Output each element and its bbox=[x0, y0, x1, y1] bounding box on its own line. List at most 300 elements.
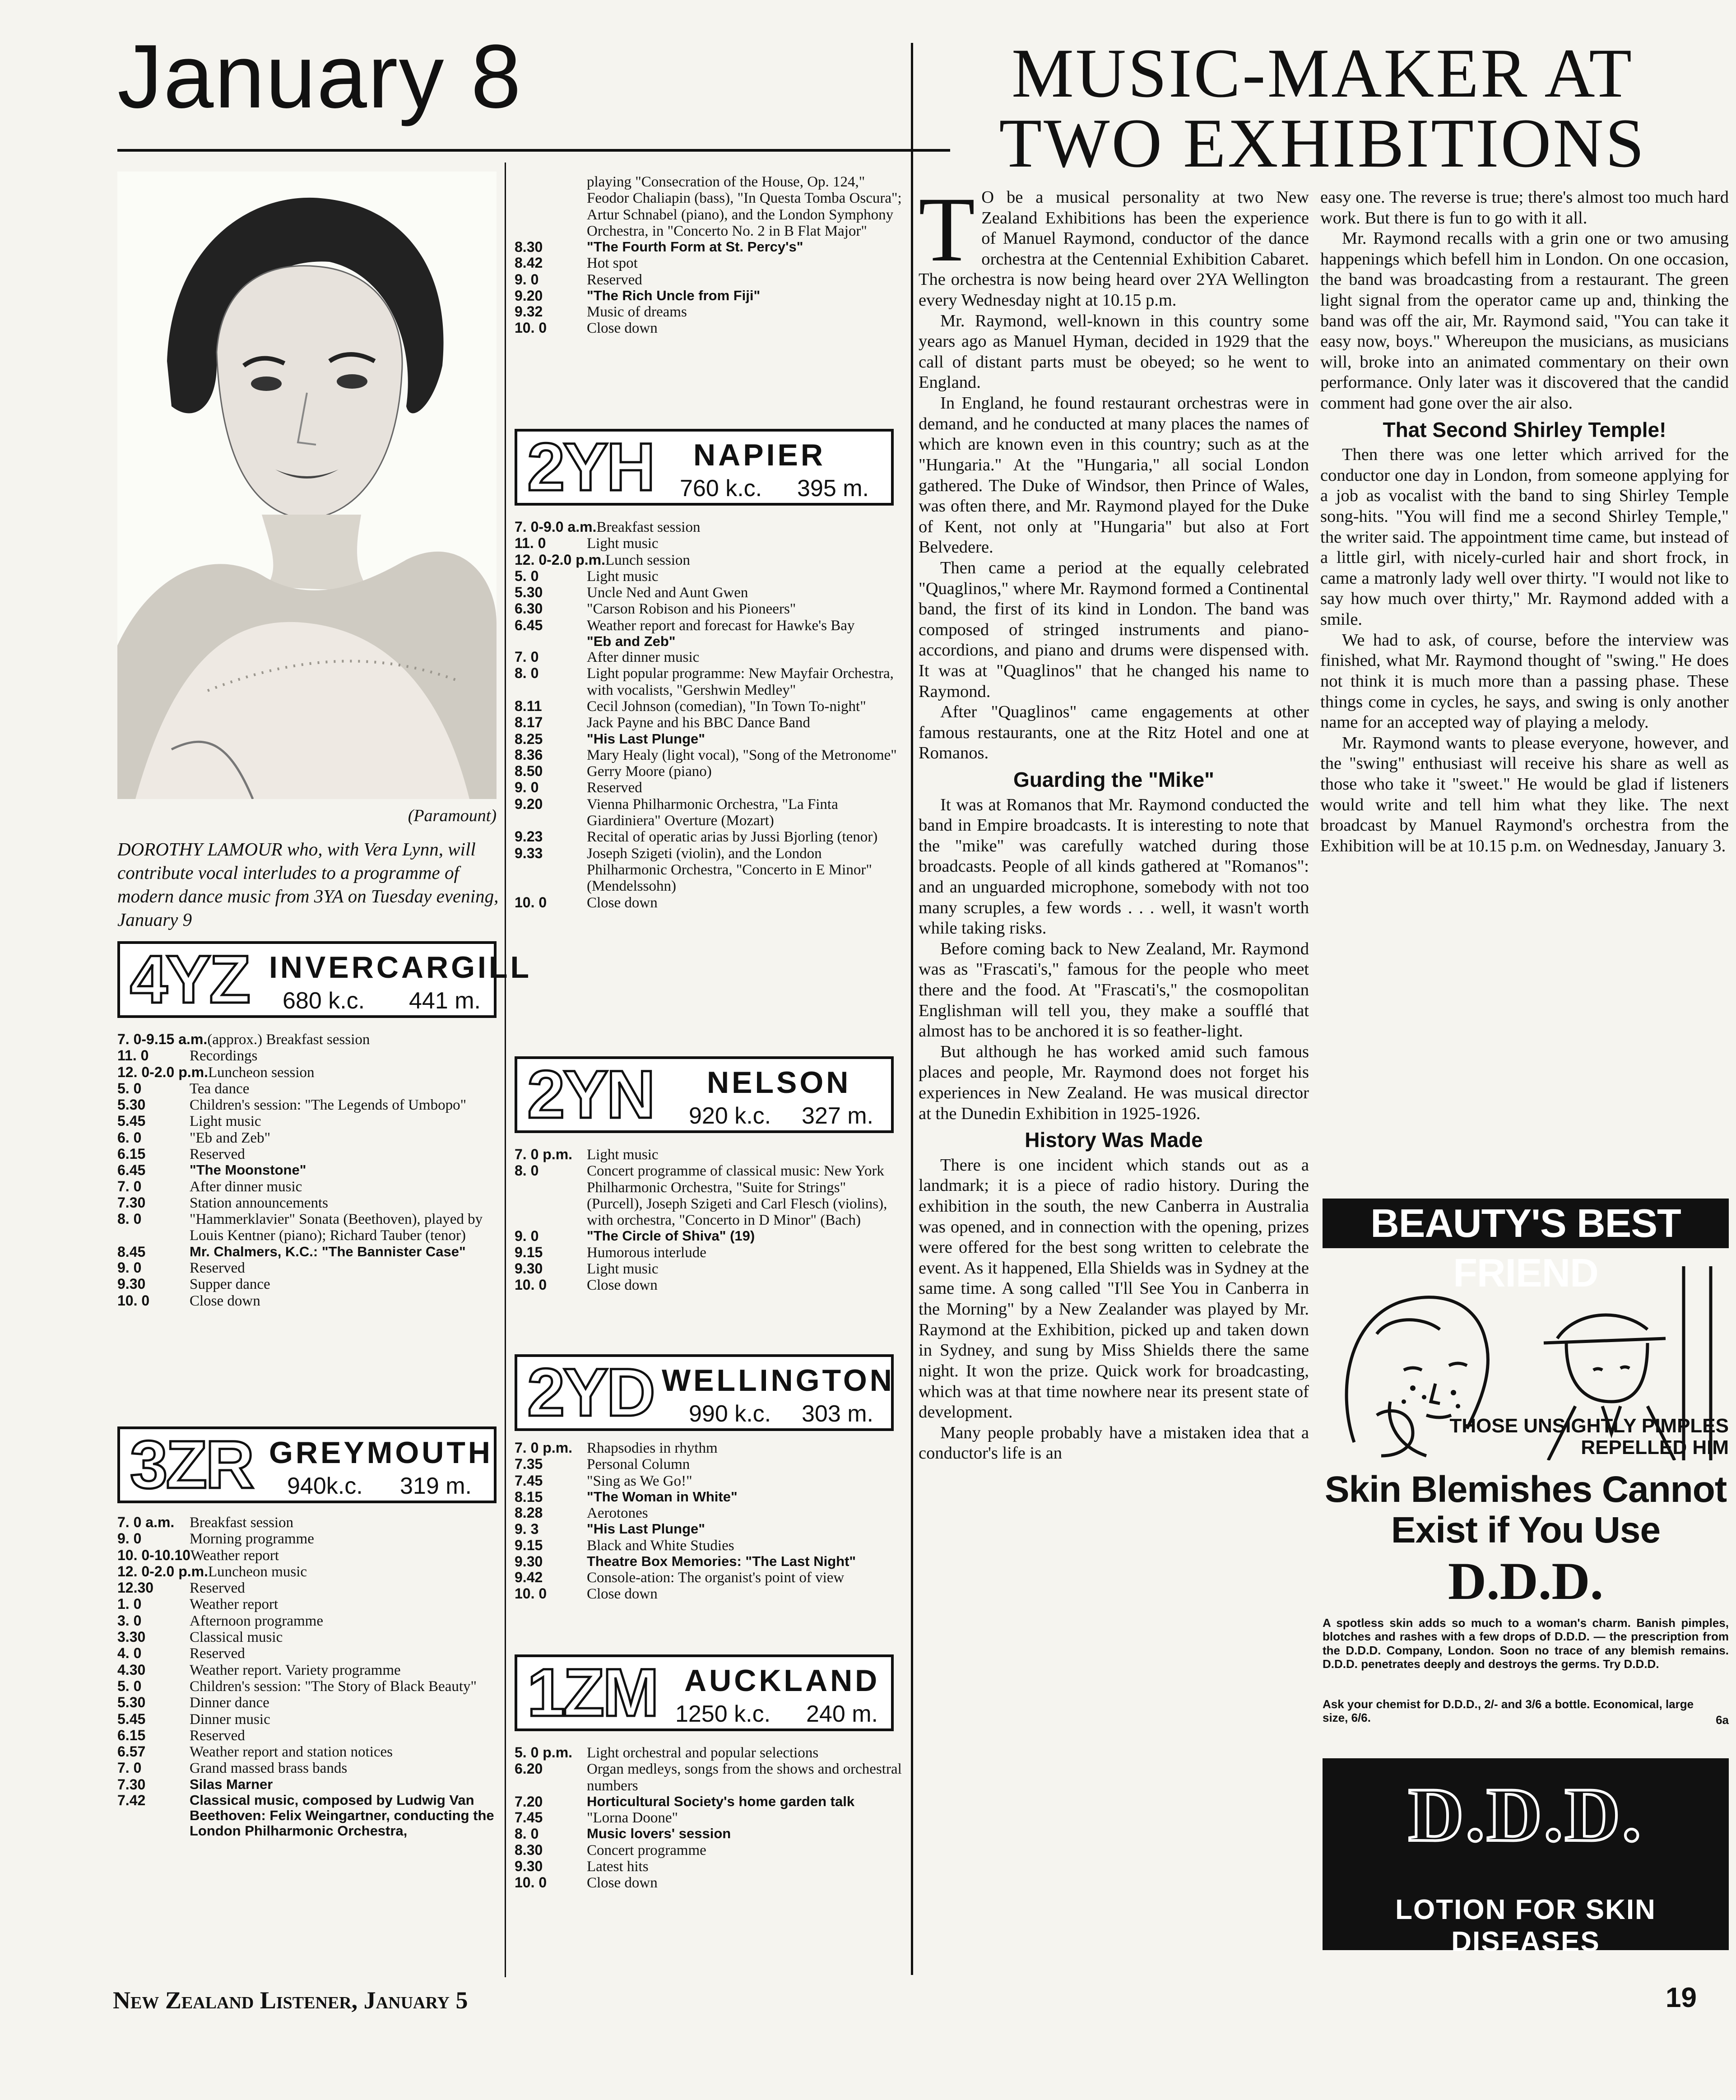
schedule-entry bbox=[515, 1810, 903, 1826]
station-city: WELLINGTON bbox=[662, 1363, 895, 1398]
schedule-time: 12. 0-2.0 p.m. bbox=[117, 1563, 208, 1580]
schedule-entry bbox=[515, 1586, 903, 1602]
schedule-entry bbox=[515, 895, 903, 911]
schedule-entry bbox=[117, 1793, 497, 1839]
schedule-entry bbox=[117, 1031, 497, 1048]
schedule-programme: Tea dance bbox=[190, 1080, 250, 1097]
schedule-time: 9. 0 bbox=[117, 1530, 142, 1547]
schedule-entry bbox=[117, 1146, 497, 1162]
schedule-time: 7.20 bbox=[515, 1793, 543, 1810]
schedule-programme: Console-ation: The organist's point of view bbox=[587, 1570, 845, 1586]
station-box-1zm bbox=[515, 1654, 894, 1731]
schedule-programme: "The Circle of Shiva" (19) bbox=[587, 1228, 755, 1244]
schedule-entry bbox=[117, 1678, 497, 1695]
schedule-programme: Dinner music bbox=[190, 1711, 270, 1728]
article-paragraph: We had to ask, of course, before the interview was finished, what Mr. Raymond thought of "swing." He does not think it is much more than a passing phase. These things come in cycles, he says, and swing is only another name for an accepted way of playing a melody. bbox=[1320, 630, 1729, 732]
schedule-programme: Mary Healy (light vocal), "Song of the Metronome" bbox=[587, 747, 897, 763]
article-paragraph: After "Quaglinos" came engagements at other famous restaurants, one at the Ritz Hotel and one at Romanos. bbox=[919, 702, 1309, 763]
schedule-entry bbox=[117, 1531, 497, 1547]
schedule-time: 5. 0 bbox=[515, 567, 539, 584]
schedule-programme: "The Fourth Form at St. Percy's" bbox=[587, 239, 803, 255]
schedule-time: 6.15 bbox=[117, 1146, 146, 1162]
schedule-time: 10. 0 bbox=[515, 1277, 547, 1293]
column-rule bbox=[505, 163, 506, 1977]
schedule-entry bbox=[515, 304, 903, 320]
schedule-time: 5.30 bbox=[515, 584, 543, 601]
article-paragraph: In England, he found restaurant orchestras were in demand, and he conducted at many places the names of which are known even in this country; such as at the "Hungaria." At the "Hungaria," all social London gathered. The Duke of Windsor, then Prince of Wales, was often there, and Mr. Raymond played for the Duke of Kent, not only at "Hungaria" but also at Fort Belvedere. bbox=[919, 394, 1309, 557]
schedule-programme: Music lovers' session bbox=[587, 1826, 731, 1842]
schedule-time: 10. 0 bbox=[117, 1292, 150, 1309]
schedule-entry bbox=[117, 1662, 497, 1678]
schedule-time: 3. 0 bbox=[117, 1612, 142, 1629]
schedule-time: 8.15 bbox=[515, 1488, 543, 1505]
schedule-programme: Light popular programme: New Mayfair Orchestra, with vocalists, "Gershwin Medley" bbox=[587, 665, 894, 698]
schedule-entry bbox=[515, 649, 903, 665]
station-frequency: 940k.c. bbox=[287, 1473, 363, 1499]
article-paragraph: Many people probably have a mistaken idea that a conductor's life is an bbox=[919, 1423, 1309, 1463]
page-number: 19 bbox=[1666, 1982, 1697, 2013]
schedule-programme: Reserved bbox=[190, 1727, 245, 1744]
footer-publication: New Zealand Listener, January 5 bbox=[113, 1987, 468, 2014]
schedule-programme: Reserved bbox=[587, 271, 642, 288]
schedule-programme: "The Woman in White" bbox=[587, 1488, 738, 1505]
schedule-entry bbox=[117, 1244, 497, 1260]
article-paragraph: But although he has worked amid such famous places and people, Mr. Raymond does not forget his experiences in New Zealand. He was musical director at the Dunedin Exhibition in 1925-1926. bbox=[919, 1042, 1309, 1123]
schedule-time: 10. 0-10.10 bbox=[117, 1547, 190, 1563]
station-call-sign: 4YZ bbox=[130, 941, 249, 1017]
schedule-entry bbox=[515, 829, 903, 845]
schedule-programme: Weather report bbox=[190, 1596, 279, 1613]
schedule-time: 6.20 bbox=[515, 1761, 543, 1777]
ad-body: A spotless skin adds so much to a woman's charm. Banish pimples, blotches and rashes with a few drops of D.D.D. — the prescription from the D.D.D. Company, London. Soon no trace of any blemish remains. D.D.D. penetrates deeply and destroys the germs. Try D.D.D. bbox=[1323, 1616, 1729, 1671]
schedule-entry bbox=[515, 1858, 903, 1875]
station-call-sign: 2YD bbox=[527, 1354, 654, 1430]
schedule-entry bbox=[117, 1760, 497, 1776]
schedule-entry bbox=[117, 1260, 497, 1276]
schedule-programme: Mr. Chalmers, K.C.: "The Bannister Case" bbox=[190, 1243, 466, 1259]
article-title-line-1: MUSIC-MAKER AT bbox=[1012, 34, 1634, 112]
schedule-entry bbox=[117, 1081, 497, 1097]
schedule-entry bbox=[515, 1489, 903, 1505]
ad-headline-2-line-1: Skin Blemishes Cannot bbox=[1324, 1469, 1727, 1510]
schedule-programme: Gerry Moore (piano) bbox=[587, 763, 712, 780]
schedule-programme: Latest hits bbox=[587, 1858, 649, 1875]
schedule-programme: Supper dance bbox=[190, 1276, 270, 1293]
schedule-time: 8.30 bbox=[515, 1841, 543, 1858]
ad-headline: BEAUTY'S BEST FRIEND bbox=[1323, 1199, 1729, 1248]
schedule-time: 9.23 bbox=[515, 828, 543, 845]
schedule-programme: Joseph Szigeti (violin), and the London Philharmonic Orchestra, "Concerto in E Minor" (Mendelssohn) bbox=[587, 845, 872, 895]
schedule-entry bbox=[515, 715, 903, 731]
schedule-2yh bbox=[515, 519, 903, 911]
schedule-programme: Reserved bbox=[190, 1259, 245, 1276]
schedule-entry bbox=[515, 1875, 903, 1891]
schedule-programme: Organ medleys, songs from the shows and orchestral numbers bbox=[587, 1761, 902, 1794]
schedule-entry bbox=[515, 796, 903, 829]
schedule-entry bbox=[117, 1711, 497, 1728]
schedule-time: 8.36 bbox=[515, 746, 543, 763]
schedule-programme: After dinner music bbox=[587, 649, 700, 666]
portrait-photo bbox=[117, 172, 497, 799]
schedule-entry bbox=[117, 1211, 497, 1244]
schedule-entry bbox=[117, 1097, 497, 1113]
ad-headline-2-line-2: Exist if You Use bbox=[1391, 1510, 1661, 1551]
schedule-entry bbox=[515, 747, 903, 763]
schedule-time: 1. 0 bbox=[117, 1596, 142, 1612]
schedule-2yn bbox=[515, 1147, 903, 1294]
schedule-entry bbox=[515, 618, 903, 634]
photo-caption: DOROTHY LAMOUR who, with Vera Lynn, will contribute vocal interludes to a programme of modern dance music from 3YA on Tuesday evening, January 9 bbox=[117, 839, 499, 930]
schedule-programme: Uncle Ned and Aunt Gwen bbox=[587, 585, 748, 601]
schedule-programme: Morning programme bbox=[190, 1531, 314, 1547]
schedule-time: 9.20 bbox=[515, 287, 543, 304]
schedule-time: 9.15 bbox=[515, 1244, 543, 1260]
schedule-programme: Light music bbox=[587, 535, 659, 552]
advertisement bbox=[1323, 1199, 1729, 1957]
article-subheading: Guarding the "Mike" bbox=[1013, 768, 1214, 792]
schedule-entry bbox=[117, 1695, 497, 1711]
schedule-time: 6.45 bbox=[515, 617, 543, 633]
station-box-3zr bbox=[117, 1426, 497, 1503]
schedule-time: 6.45 bbox=[117, 1162, 146, 1179]
schedule-entry bbox=[117, 1645, 497, 1662]
schedule-entry bbox=[515, 1228, 903, 1244]
schedule-programme: Dinner dance bbox=[190, 1695, 269, 1711]
station-frequency: 920 k.c. bbox=[689, 1103, 771, 1129]
schedule-entry bbox=[515, 1261, 903, 1277]
schedule-time: 11. 0 bbox=[117, 1047, 149, 1064]
ad-product-box bbox=[1323, 1758, 1729, 1957]
station-frequency: 760 k.c. bbox=[680, 475, 762, 502]
schedule-entry bbox=[515, 552, 903, 568]
schedule-programme: Theatre Box Memories: "The Last Night" bbox=[587, 1553, 856, 1569]
ad-headline-2 bbox=[1323, 1469, 1729, 1551]
schedule-programme: Children's session: "The Legends of Umbopo" bbox=[190, 1097, 467, 1114]
schedule-programme: Concert programme bbox=[587, 1842, 706, 1858]
schedule-programme: Reserved bbox=[587, 780, 642, 796]
schedule-time: 8.17 bbox=[515, 714, 543, 731]
article-paragraph: T O be a musical personality at two New Zealand Exhibitions has been the experience of Manuel Raymond, conductor of the dance orchestra at the Centennial Exhibition Cabaret. The orchestra is now being heard over 2YA Wellington every Wednesday night at 10.15 p.m. bbox=[919, 178, 1309, 310]
schedule-time: 9. 0 bbox=[515, 1228, 539, 1245]
schedule-programme: "Sing as We Go!" bbox=[587, 1473, 692, 1489]
schedule-entry bbox=[515, 1761, 903, 1794]
station-wavelength: 441 m. bbox=[409, 988, 481, 1014]
schedule-entry bbox=[515, 731, 903, 747]
article-paragraph: Mr. Raymond, well-known in this country some years ago as Manuel Hyman, decided in 1929 that the call of distant parts must be obeyed; so he went to England. bbox=[919, 311, 1309, 392]
schedule-programme: Breakfast session bbox=[190, 1515, 294, 1531]
schedule-time: 8.45 bbox=[117, 1243, 146, 1260]
ad-ask-chemist: Ask your chemist for D.D.D., 2/- and 3/6 a bottle. Economical, large size, 6/6. bbox=[1323, 1697, 1694, 1725]
schedule-programme: Lunch session bbox=[605, 552, 690, 568]
article-paragraph: It was at Romanos that Mr. Raymond conducted the band in Empire broadcasts. It is interesting to note that the "mike" was carefully watched during those broadcasts. People of all kinds gathered at "Romanos": and an unguarded microphone, somebody with not too many scruples, a few words . . . well, it wasn't worth while taking risks. bbox=[919, 795, 1309, 938]
schedule-entry bbox=[515, 1826, 903, 1842]
schedule-time: 5. 0 bbox=[117, 1677, 142, 1694]
schedule-entry bbox=[515, 255, 903, 271]
schedule-programme: Cecil Johnson (comedian), "In Town To-night" bbox=[587, 698, 866, 715]
schedule-time: 7. 0 bbox=[117, 1178, 142, 1194]
ad-box-brand: D.D.D. bbox=[1408, 1772, 1643, 1857]
schedule-time: 7. 0-9.15 a.m. bbox=[117, 1031, 208, 1047]
schedule-programme: Reserved bbox=[190, 1580, 245, 1597]
station-box-2yd bbox=[515, 1354, 894, 1431]
schedule-entry bbox=[117, 1293, 497, 1309]
article-paragraph: Before coming back to New Zealand, Mr. Raymond was as "Frascati's," famous for the people who meet there and the food. At "Frascati's," the cosmopolitan Englishman will tell you, they make a soufflé that almost has to be anchored it is so feather-light. bbox=[919, 939, 1309, 1041]
schedule-time: 7. 0 bbox=[515, 649, 539, 665]
schedule-programme: Weather report bbox=[190, 1547, 279, 1564]
ad-brand: D.D.D. bbox=[1448, 1552, 1604, 1611]
heading-rule bbox=[117, 149, 950, 152]
schedule-time: 5. 0 p.m. bbox=[515, 1744, 573, 1761]
station-city: NAPIER bbox=[693, 438, 826, 472]
schedule-programme: Classical music bbox=[190, 1629, 283, 1646]
schedule-2yd bbox=[515, 1440, 903, 1603]
station-wavelength: 240 m. bbox=[806, 1701, 878, 1727]
schedule-time: 8. 0 bbox=[515, 1162, 539, 1179]
schedule-time: 5.45 bbox=[117, 1710, 146, 1727]
schedule-time: 8.30 bbox=[515, 239, 543, 256]
schedule-programme: Weather report. Variety programme bbox=[190, 1662, 401, 1678]
schedule-time: 7. 0 a.m. bbox=[117, 1514, 175, 1530]
schedule-entry bbox=[515, 1538, 903, 1554]
schedule-entry bbox=[515, 585, 903, 601]
schedule-programme: "Hammerklavier" Sonata (Beethoven), played by Louis Kentner (piano); Richard Tauber (tenor) bbox=[190, 1211, 483, 1244]
station-city: INVERCARGILL bbox=[269, 950, 532, 985]
station-call-sign: 2YH bbox=[527, 429, 654, 505]
schedule-entry bbox=[515, 1440, 903, 1456]
schedule-programme: Children's session: "The Story of Black Beauty" bbox=[190, 1678, 477, 1695]
schedule-entry bbox=[117, 1195, 497, 1211]
schedule-programme: Weather report and station notices bbox=[190, 1744, 393, 1761]
station-frequency: 990 k.c. bbox=[689, 1401, 771, 1427]
article-paragraph: easy one. The reverse is true; there's almost too much hard work. But there is fun to go with it all. bbox=[1320, 188, 1729, 228]
schedule-time: 10. 0 bbox=[515, 1874, 547, 1891]
schedule-time: 6.57 bbox=[117, 1743, 146, 1760]
schedule-time: 5.30 bbox=[117, 1096, 146, 1113]
schedule-entry bbox=[515, 568, 903, 585]
schedule-programme: "Eb and Zeb" bbox=[587, 633, 676, 650]
schedule-programme: Reserved bbox=[190, 1146, 245, 1163]
article-paragraph: Then there was one letter which arrived for the conductor one day in London, from someone applying for a job as vocalist with the band to sing Shirley Temple song-hits. "You will find me a second Shirley Temple," the writer said. The appointment time came, but instead of a little girl, with nicely-curled hair and short frock, in came a matronly lady well over thirty. "I would not like to say how much over thirty," Mr. Raymond added with a smile. bbox=[1320, 445, 1729, 629]
schedule-time: 7.45 bbox=[515, 1472, 543, 1489]
schedule-time: 10. 0 bbox=[515, 1585, 547, 1602]
schedule-programme: Music of dreams bbox=[587, 304, 687, 321]
schedule-programme: Breakfast session bbox=[596, 519, 701, 535]
schedule-time: 7.42 bbox=[117, 1792, 146, 1808]
schedule-time: 6.15 bbox=[117, 1727, 146, 1743]
station-city: AUCKLAND bbox=[684, 1663, 880, 1698]
schedule-programme: playing "Consecration of the House, Op. 124," Feodor Chaliapin (bass), "In Questa Tomba Oscura"; Artur Schnabel (piano), and the London Symphony Orchestra, in "Concerto No. 2 in B Flat Major" bbox=[587, 174, 902, 239]
schedule-time: 5. 0 bbox=[117, 1080, 142, 1096]
schedule-time: 7. 0 p.m. bbox=[515, 1440, 573, 1456]
article-subheading: That Second Shirley Temple! bbox=[1383, 418, 1666, 441]
schedule-entry bbox=[117, 1515, 497, 1531]
schedule-time: 10. 0 bbox=[515, 894, 547, 911]
schedule-programme: "His Last Plunge" bbox=[587, 730, 705, 747]
schedule-entry bbox=[515, 1163, 903, 1228]
schedule-time: 8.25 bbox=[515, 730, 543, 747]
schedule-entry bbox=[515, 535, 903, 552]
schedule-time: 8. 0 bbox=[515, 665, 539, 682]
schedule-entry bbox=[515, 272, 903, 288]
station-call-sign: 2YN bbox=[527, 1056, 654, 1132]
schedule-programme: Reserved bbox=[190, 1645, 245, 1662]
schedule-time: 7.35 bbox=[515, 1456, 543, 1473]
schedule-programme: Horticultural Society's home garden talk bbox=[587, 1793, 855, 1809]
schedule-programme: Light music bbox=[587, 1260, 659, 1277]
schedule-entry bbox=[515, 288, 903, 304]
column-rule-main bbox=[911, 43, 913, 1975]
schedule-time: 6.30 bbox=[515, 600, 543, 617]
schedule-programme: Station announcements bbox=[190, 1194, 329, 1211]
schedule-programme: Humorous interlude bbox=[587, 1244, 706, 1261]
schedule-time: 9.30 bbox=[515, 1858, 543, 1874]
schedule-time: 8.50 bbox=[515, 763, 543, 780]
schedule-time: 3.30 bbox=[117, 1629, 146, 1645]
schedule-entry bbox=[515, 239, 903, 255]
schedule-time: 7.30 bbox=[117, 1776, 146, 1793]
schedule-programme: Close down bbox=[587, 894, 658, 911]
article-paragraph: Mr. Raymond recalls with a grin one or two amusing happenings which befell him in London. On one occasion, the band was broadcasting from a restaurant. The green light signal from the operator came up and, thinking the band was off the air, Mr. Raymond said, "You can take it easy now, boys." Whereupon the musicians, as musicians will, broke into an animated commentary on their own performance. Only later was it discovered that the candid comment had gone over the air also. bbox=[1320, 229, 1729, 413]
schedule-time: 9.15 bbox=[515, 1537, 543, 1553]
schedule-entry bbox=[515, 601, 903, 617]
schedule-time: 9.42 bbox=[515, 1569, 543, 1586]
schedule-programme: (approx.) Breakfast session bbox=[207, 1031, 370, 1048]
schedule-programme: Recordings bbox=[190, 1048, 258, 1064]
schedule-time: 9.32 bbox=[515, 303, 543, 320]
schedule-entry bbox=[515, 1842, 903, 1858]
schedule-programme: "Eb and Zeb" bbox=[190, 1129, 271, 1146]
schedule-time: 12. 0-2.0 p.m. bbox=[515, 551, 605, 568]
schedule-entry bbox=[515, 1505, 903, 1521]
station-wavelength: 395 m. bbox=[797, 475, 869, 502]
schedule-time: 6. 0 bbox=[117, 1129, 142, 1146]
schedule-entry bbox=[117, 1276, 497, 1292]
schedule-time: 7. 0 p.m. bbox=[515, 1146, 573, 1162]
schedule-entry bbox=[515, 665, 903, 698]
article-column-2 bbox=[1320, 187, 1729, 856]
schedule-entry bbox=[117, 1596, 497, 1612]
schedule-time: 12. 0-2.0 p.m. bbox=[117, 1064, 208, 1080]
schedule-time: 9.30 bbox=[515, 1260, 543, 1277]
schedule-entry bbox=[515, 1745, 903, 1761]
schedule-time: 11. 0 bbox=[515, 535, 546, 552]
schedule-time: 9.30 bbox=[515, 1553, 543, 1570]
schedule-programme: Close down bbox=[587, 320, 658, 337]
schedule-entry bbox=[117, 1613, 497, 1629]
station-frequency: 1250 k.c. bbox=[675, 1701, 771, 1727]
schedule-time bbox=[515, 634, 587, 649]
schedule-programme: Jack Payne and his BBC Dance Band bbox=[587, 715, 810, 731]
schedule-entry bbox=[515, 1794, 903, 1810]
schedule-entry bbox=[515, 846, 903, 895]
schedule-time: 5.45 bbox=[117, 1113, 146, 1129]
schedule-entry bbox=[117, 1048, 497, 1064]
station-wavelength: 319 m. bbox=[400, 1473, 472, 1499]
ad-box-tagline: LOTION FOR SKIN DISEASES bbox=[1395, 1894, 1656, 1957]
article-column-1 bbox=[919, 178, 1309, 1464]
schedule-time: 7.45 bbox=[515, 1809, 543, 1826]
schedule-entry bbox=[117, 1629, 497, 1645]
schedule-entry bbox=[515, 634, 903, 649]
schedule-programme: "Lorna Doone" bbox=[587, 1810, 678, 1826]
schedule-time: 9.20 bbox=[515, 795, 543, 812]
schedule-programme: Personal Column bbox=[587, 1456, 690, 1473]
schedule-programme: Aerotones bbox=[587, 1505, 648, 1522]
schedule-entry bbox=[117, 1179, 497, 1195]
drop-cap: T bbox=[919, 178, 975, 281]
ad-subheadline: THOSE UNSIGHTLY PIMPLES REPELLED HIM bbox=[1449, 1415, 1729, 1459]
schedule-entry bbox=[515, 1147, 903, 1163]
schedule-entry bbox=[117, 1564, 497, 1580]
schedule-4yz bbox=[117, 1031, 497, 1309]
schedule-programme: "Carson Robison and his Pioneers" bbox=[587, 601, 796, 618]
schedule-entry bbox=[515, 1456, 903, 1473]
schedule-entry bbox=[117, 1130, 497, 1146]
schedule-programme: After dinner music bbox=[190, 1178, 302, 1195]
station-frequency: 680 k.c. bbox=[283, 988, 365, 1014]
schedule-time: 8. 0 bbox=[515, 1826, 539, 1842]
schedule-3zr bbox=[117, 1515, 497, 1839]
schedule-programme: Close down bbox=[190, 1292, 260, 1309]
schedule-programme: Grand massed brass bands bbox=[190, 1760, 348, 1777]
station-box-2yn bbox=[515, 1056, 894, 1133]
ad-code: 6a bbox=[1716, 1713, 1729, 1727]
schedule-time: 7.30 bbox=[117, 1194, 146, 1211]
schedule-programme: Black and White Studies bbox=[587, 1537, 734, 1554]
station-call-sign: 1ZM bbox=[527, 1654, 657, 1730]
schedule-time: 4. 0 bbox=[117, 1645, 142, 1662]
schedule-programme: Luncheon music bbox=[208, 1563, 307, 1580]
schedule-entry bbox=[515, 1554, 903, 1570]
schedule-entry bbox=[117, 1113, 497, 1129]
schedule-entry bbox=[515, 780, 903, 796]
schedule-entry bbox=[515, 320, 903, 336]
photo-credit: (Paramount) bbox=[408, 806, 497, 825]
schedule-entry bbox=[117, 1744, 497, 1760]
station-city: GREYMOUTH bbox=[269, 1436, 493, 1470]
schedule-time: 8.42 bbox=[515, 255, 543, 271]
schedule-time: 8.28 bbox=[515, 1505, 543, 1521]
schedule-programme: Recital of operatic arias by Jussi Bjorling (tenor) bbox=[587, 829, 878, 846]
station-city: NELSON bbox=[707, 1065, 851, 1100]
schedule-programme: Luncheon session bbox=[208, 1064, 315, 1081]
schedule-entry bbox=[515, 519, 903, 535]
schedule-continued bbox=[515, 174, 903, 337]
schedule-programme: Close down bbox=[587, 1277, 658, 1294]
schedule-programme: Light music bbox=[587, 568, 659, 585]
schedule-time: 8. 0 bbox=[117, 1211, 142, 1227]
schedule-entry bbox=[515, 1570, 903, 1586]
schedule-programme: Vienna Philharmonic Orchestra, "La Finta Giardiniera" Overture (Mozart) bbox=[587, 796, 838, 829]
schedule-programme: Rhapsodies in rhythm bbox=[587, 1440, 718, 1456]
schedule-entry bbox=[117, 1064, 497, 1081]
schedule-time bbox=[515, 174, 587, 239]
schedule-time: 9.30 bbox=[117, 1276, 146, 1292]
schedule-time: 9. 3 bbox=[515, 1521, 539, 1538]
schedule-time: 7. 0-9.0 a.m. bbox=[515, 519, 597, 535]
schedule-entry bbox=[515, 763, 903, 780]
article-paragraph: Then came a period at the equally celebrated "Quaglinos," where Mr. Raymond formed a Continental band, the first of its kind in London. The band was composed of stringed instruments and piano-accordions, and piano and drums were dispensed with. It was at "Quaglinos" that he changed his name to Raymond. bbox=[919, 558, 1309, 701]
schedule-programme: Close down bbox=[587, 1875, 658, 1891]
date-heading: January 8 bbox=[117, 26, 522, 127]
schedule-entry bbox=[515, 1521, 903, 1537]
article-paragraph: Mr. Raymond wants to please everyone, however, and the "swing" enthusiast will receive his share as well as those who take it "sweet." He would be glad if listeners would write and tell him what they like. The next broadcast by Manuel Raymond's orchestra from the Exhibition will be at 10.15 p.m. on Wednesday, January 3. bbox=[1320, 733, 1729, 855]
schedule-entry bbox=[515, 174, 903, 239]
schedule-programme: Hot spot bbox=[587, 255, 638, 272]
portrait-image bbox=[117, 172, 497, 799]
schedule-entry bbox=[117, 1580, 497, 1596]
schedule-entry bbox=[117, 1162, 497, 1178]
